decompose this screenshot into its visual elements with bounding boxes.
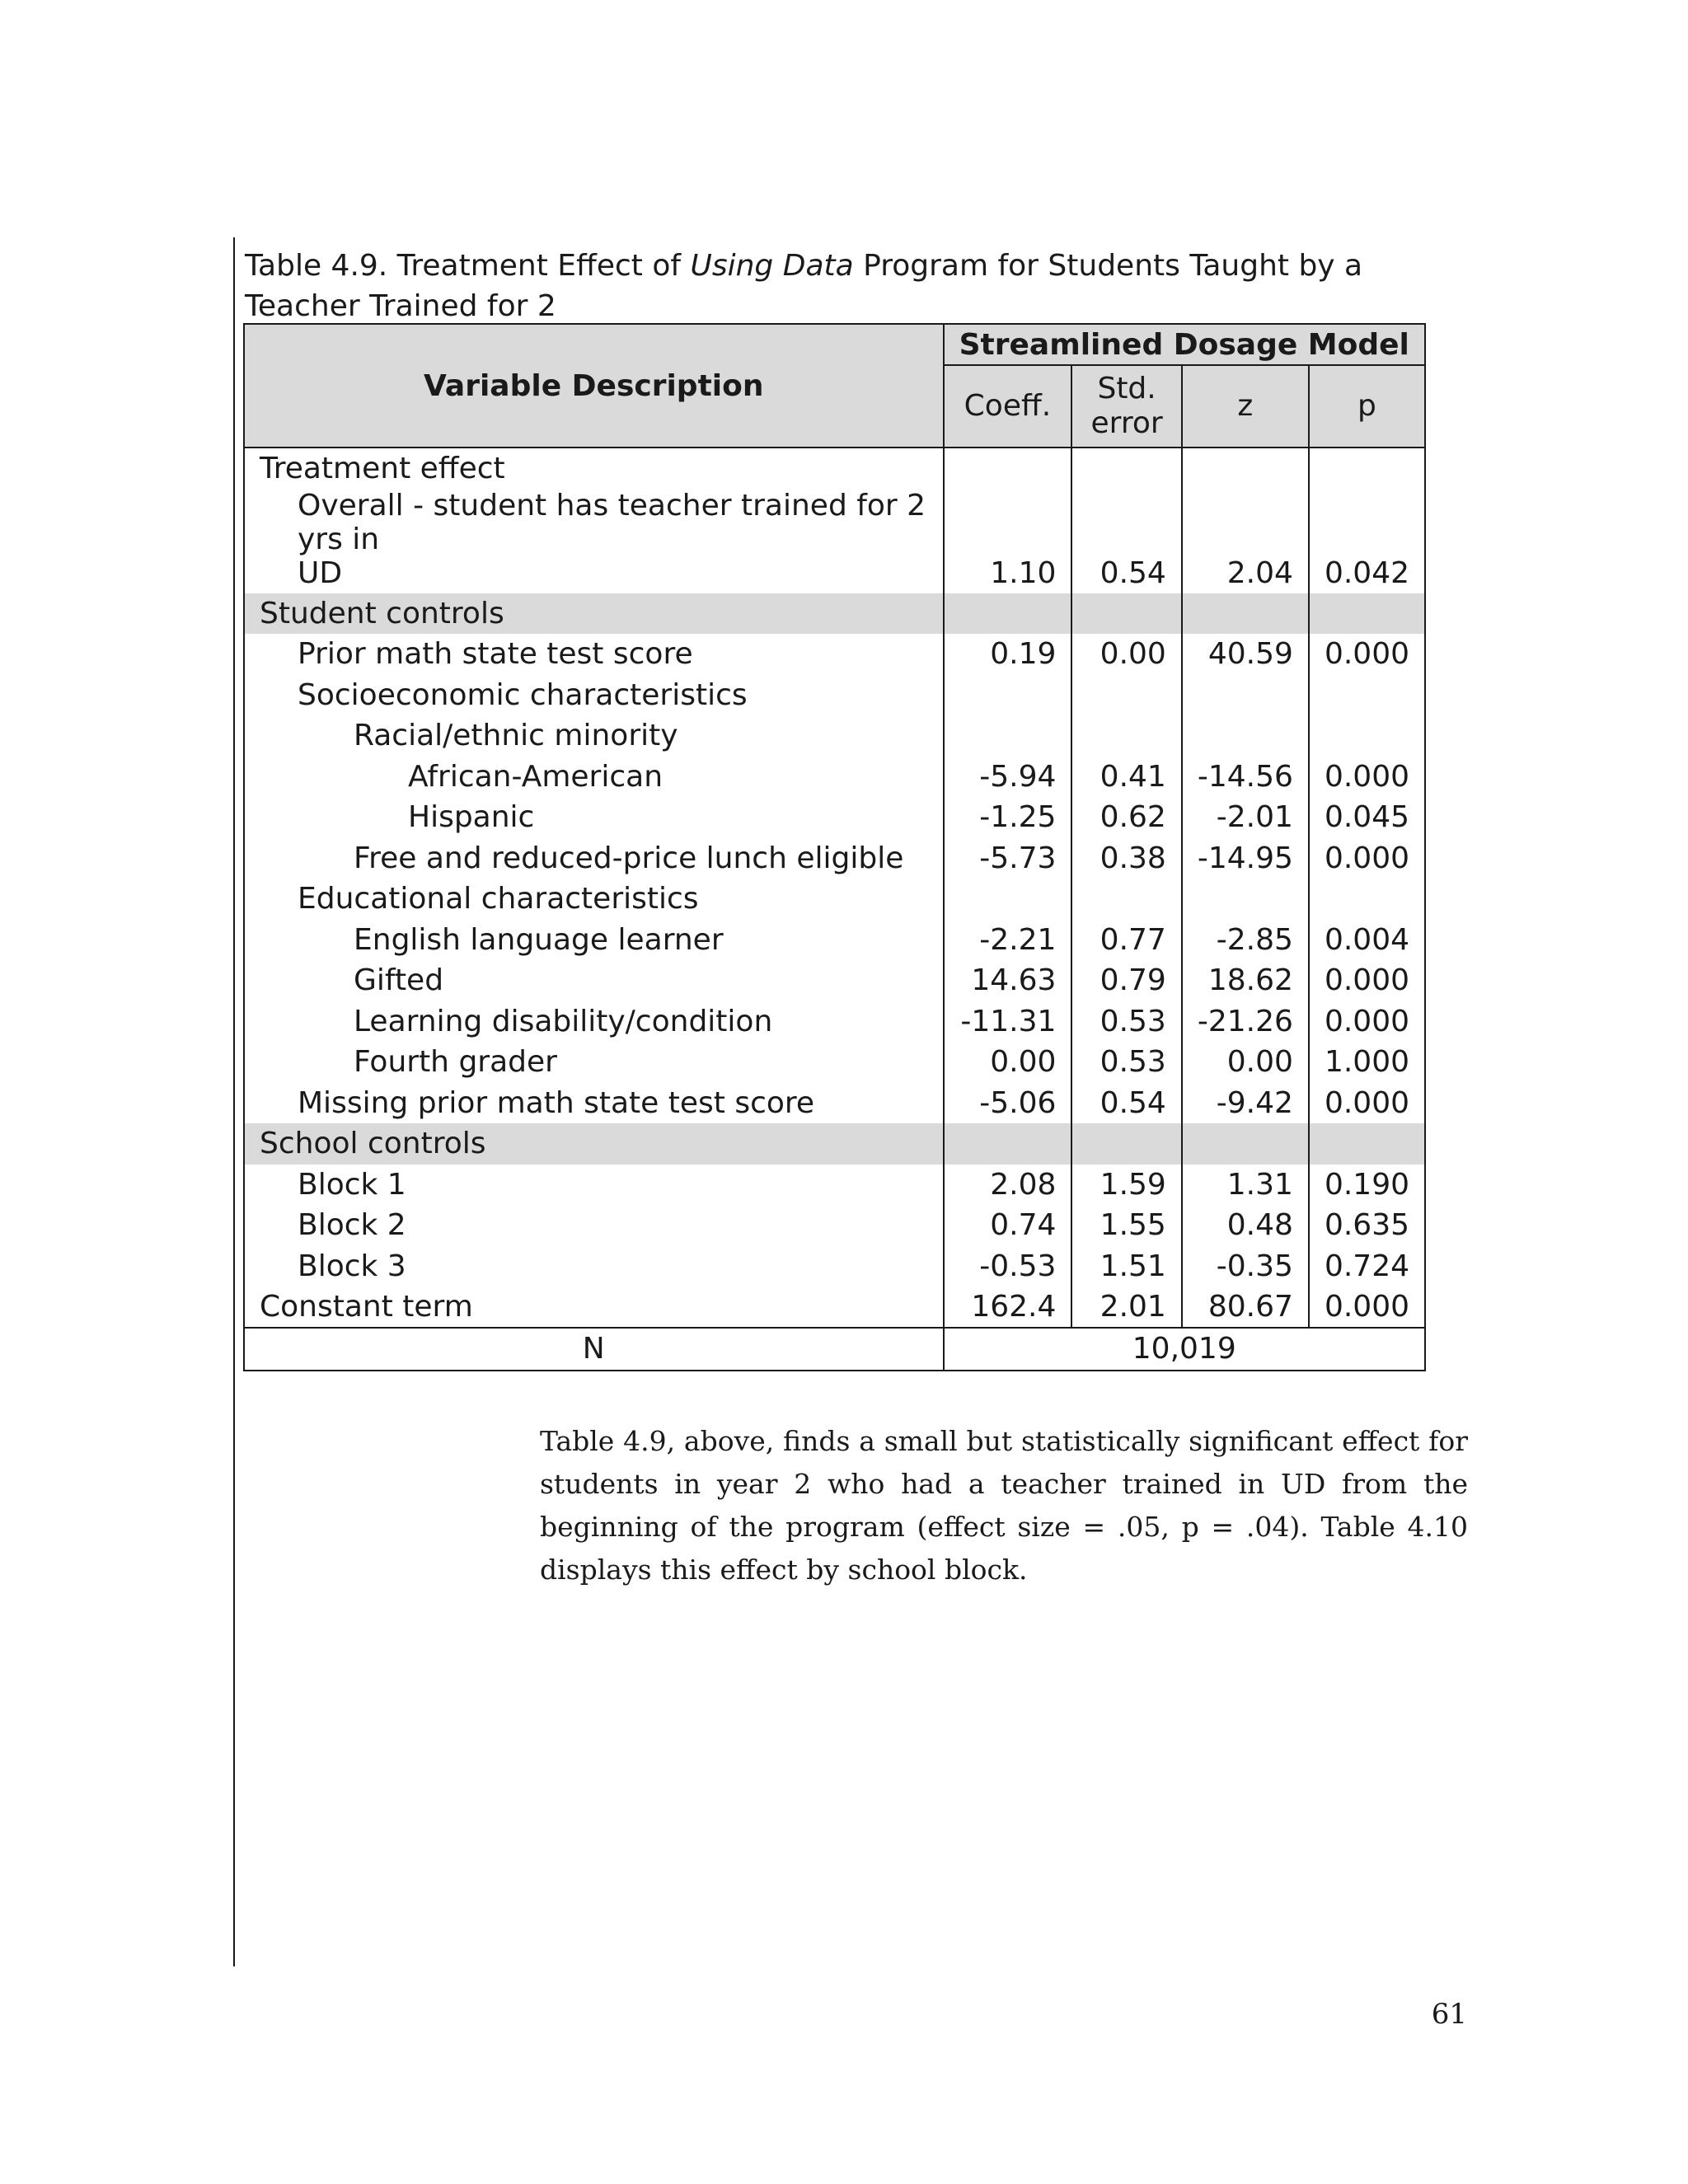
coeff-cell (944, 675, 1072, 716)
z-cell: -2.01 (1182, 797, 1309, 838)
std-error-cell: 0.53 (1071, 1001, 1181, 1043)
std-error-cell (1071, 448, 1181, 489)
coeff-cell: -5.73 (944, 838, 1072, 879)
row-label: Block 1 (244, 1165, 944, 1206)
std-error-cell: 0.77 (1071, 920, 1181, 961)
row-label: Fourth grader (244, 1042, 944, 1083)
table-row (244, 1001, 1425, 1043)
std-error-cell (1071, 675, 1181, 716)
coeff-cell: 0.19 (944, 634, 1072, 675)
z-cell: -2.85 (1182, 920, 1309, 961)
std-error-cell: 0.79 (1071, 960, 1181, 1001)
coeff-cell: 0.74 (944, 1205, 1072, 1246)
section-row-school-controls (244, 1123, 1425, 1165)
table-row (244, 838, 1425, 879)
p-cell (1309, 593, 1425, 635)
std-error-cell: 0.41 (1071, 757, 1181, 798)
p-cell (1309, 879, 1425, 920)
p-cell (1309, 1123, 1425, 1165)
body-paragraph: Table 4.9, above, finds a small but statistically significant effect for students in year 2 who had a teacher trained in UD from the beginning of the program (effect size = .05, p = .04). Table 4.10 displays this effect by school block. (540, 1425, 1468, 1586)
coeff-cell: -2.21 (944, 920, 1072, 961)
z-cell: 0.48 (1182, 1205, 1309, 1246)
sample-size-row (244, 1328, 1425, 1371)
row-label (244, 489, 944, 593)
row-label-line2: UD (298, 555, 343, 590)
p-cell: 0.190 (1309, 1165, 1425, 1206)
coeff-cell: -0.53 (944, 1246, 1072, 1287)
coeff-cell: 1.10 (944, 489, 1072, 593)
z-cell: 18.62 (1182, 960, 1309, 1001)
table-row (244, 757, 1425, 798)
row-label: English language learner (244, 920, 944, 961)
row-label: Educational characteristics (244, 879, 944, 920)
p-cell: 0.000 (1309, 1083, 1425, 1124)
row-label: Racial/ethnic minority (244, 715, 944, 757)
variable-description-header: Variable Description (244, 324, 944, 448)
row-label: Prior math state test score (244, 634, 944, 675)
std-error-cell: 0.54 (1071, 1083, 1181, 1124)
p-cell: 0.000 (1309, 757, 1425, 798)
caption-italic-title: Using Data (690, 249, 854, 283)
n-label: N (244, 1328, 944, 1371)
table-row (244, 1286, 1425, 1328)
row-label: Hispanic (244, 797, 944, 838)
std-error-cell (1071, 593, 1181, 635)
coeff-cell: 162.4 (944, 1286, 1072, 1328)
caption-prefix: Table 4.9. Treatment Effect of (245, 249, 691, 283)
coeff-cell: -1.25 (944, 797, 1072, 838)
row-label: Block 2 (244, 1205, 944, 1246)
std-error-cell: 0.00 (1071, 634, 1181, 675)
row-label: Constant term (244, 1286, 944, 1328)
row-label: Learning disability/condition (244, 1001, 944, 1043)
table-row (244, 634, 1425, 675)
z-cell: 0.00 (1182, 1042, 1309, 1083)
table-row (244, 1042, 1425, 1083)
std-error-cell: 0.38 (1071, 838, 1181, 879)
row-label: Student controls (244, 593, 944, 635)
std-error-header-line2: error (1090, 406, 1163, 440)
p-cell: 0.045 (1309, 797, 1425, 838)
std-error-cell: 2.01 (1071, 1286, 1181, 1328)
row-label: Gifted (244, 960, 944, 1001)
row-label: Block 3 (244, 1246, 944, 1287)
table-row (244, 1205, 1425, 1246)
coeff-cell: 2.08 (944, 1165, 1072, 1206)
p-cell: 0.004 (1309, 920, 1425, 961)
p-cell (1309, 715, 1425, 757)
z-cell: -0.35 (1182, 1246, 1309, 1287)
table-row (244, 489, 1425, 593)
coeff-cell (944, 879, 1072, 920)
std-error-cell (1071, 1123, 1181, 1165)
table-row (244, 1165, 1425, 1206)
z-header: z (1182, 365, 1309, 448)
row-label: African-American (244, 757, 944, 798)
coeff-cell: -11.31 (944, 1001, 1072, 1043)
table-row (244, 1083, 1425, 1124)
p-cell (1309, 675, 1425, 716)
z-cell (1182, 593, 1309, 635)
p-cell: 1.000 (1309, 1042, 1425, 1083)
table-row (244, 960, 1425, 1001)
z-cell: 1.31 (1182, 1165, 1309, 1206)
std-error-header (1071, 365, 1181, 448)
row-label: Socioeconomic characteristics (244, 675, 944, 716)
coeff-header: Coeff. (944, 365, 1072, 448)
p-cell: 0.724 (1309, 1246, 1425, 1287)
table-row (244, 879, 1425, 920)
n-value: 10,019 (944, 1328, 1425, 1371)
row-label-line1: Overall - student has teacher trained for 2 yrs in (298, 488, 926, 556)
std-error-header-line1: Std. (1097, 372, 1156, 405)
coeff-cell: -5.06 (944, 1083, 1072, 1124)
std-error-cell: 0.53 (1071, 1042, 1181, 1083)
z-cell (1182, 879, 1309, 920)
z-cell (1182, 675, 1309, 716)
results-table (243, 323, 1426, 1371)
p-cell: 0.000 (1309, 1286, 1425, 1328)
row-label: Missing prior math state test score (244, 1083, 944, 1124)
margin-rule (233, 237, 235, 1966)
streamlined-dosage-model-header: Streamlined Dosage Model (944, 324, 1425, 365)
std-error-cell (1071, 879, 1181, 920)
std-error-cell: 1.55 (1071, 1205, 1181, 1246)
z-cell: 2.04 (1182, 489, 1309, 593)
p-cell: 0.000 (1309, 838, 1425, 879)
table-row (244, 797, 1425, 838)
z-cell (1182, 1123, 1309, 1165)
row-label: Free and reduced-price lunch eligible (244, 838, 944, 879)
std-error-cell: 0.54 (1071, 489, 1181, 593)
table-row (244, 675, 1425, 716)
table-row (244, 920, 1425, 961)
p-cell: 0.000 (1309, 960, 1425, 1001)
coeff-cell: 0.00 (944, 1042, 1072, 1083)
p-cell: 0.635 (1309, 1205, 1425, 1246)
coeff-cell (944, 1123, 1072, 1165)
z-cell: -21.26 (1182, 1001, 1309, 1043)
std-error-cell (1071, 715, 1181, 757)
page-number: 61 (1431, 1998, 1467, 2031)
caption-suffix: Program for Students Taught by a Teacher Trained for 2 (245, 249, 1363, 323)
coeff-cell: -5.94 (944, 757, 1072, 798)
table-row (244, 715, 1425, 757)
coeff-cell (944, 715, 1072, 757)
z-cell: 80.67 (1182, 1286, 1309, 1328)
coeff-cell: 14.63 (944, 960, 1072, 1001)
row-label: Treatment effect (244, 448, 944, 489)
row-label: School controls (244, 1123, 944, 1165)
coeff-cell (944, 593, 1072, 635)
std-error-cell: 1.51 (1071, 1246, 1181, 1287)
z-cell (1182, 448, 1309, 489)
z-cell: 40.59 (1182, 634, 1309, 675)
std-error-cell: 0.62 (1071, 797, 1181, 838)
p-cell: 0.000 (1309, 634, 1425, 675)
z-cell: -9.42 (1182, 1083, 1309, 1124)
z-cell (1182, 715, 1309, 757)
p-cell: 0.000 (1309, 1001, 1425, 1043)
section-row-student-controls (244, 593, 1425, 635)
z-cell: -14.56 (1182, 757, 1309, 798)
p-cell: 0.042 (1309, 489, 1425, 593)
coeff-cell (944, 448, 1072, 489)
p-cell (1309, 448, 1425, 489)
p-header: p (1309, 365, 1425, 448)
table-row (244, 1246, 1425, 1287)
table-row (244, 448, 1425, 489)
std-error-cell: 1.59 (1071, 1165, 1181, 1206)
z-cell: -14.95 (1182, 838, 1309, 879)
